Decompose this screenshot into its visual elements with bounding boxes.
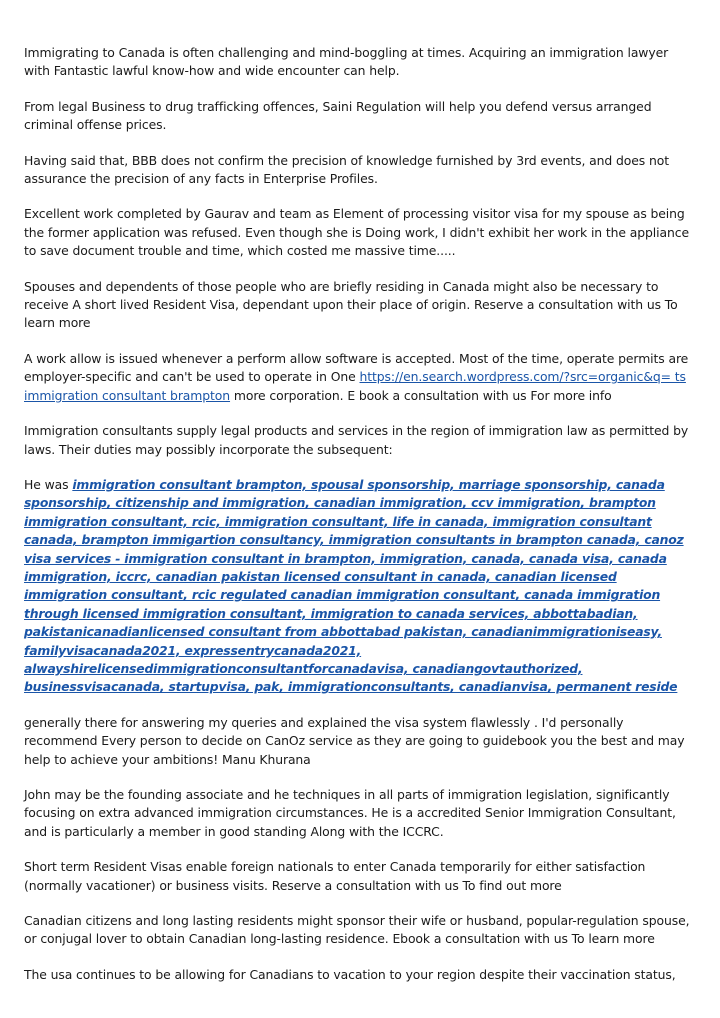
document-body (24, 44, 696, 1001)
paragraph-1: Immigrating to Canada is often challenging and mind-boggling at times. Acquiring an immigration lawyer with Fantastic lawful know-how and wide encounter can help. (24, 45, 669, 79)
immigration-consultant-brampton-link[interactable]: immigration consultant brampton (24, 387, 231, 403)
paragraph-13: The usa continues to be allowing for Canadians to vacation to your region despite their vaccination status, (24, 966, 676, 982)
paragraph-10: John may be the founding associate and he techniques in all parts of immigration legislation, significantly focusing on extra advanced immigration circumstances. He is a accredited Senior Immigration Consultant, and is particularly a member in good standing Along with the ICCRC. (24, 787, 676, 839)
paragraph-6-text-before: A work allow is issued whenever a perform allow software is accepted. Most of the time, operate permits are employer-specific and can't be used to operate in One (24, 350, 689, 385)
paragraph-12: Canadian citizens and long lasting residents might sponsor their wife or husband, popular-regulation spouse, or conjugal lover to obtain Canadian long-lasting residence. Ebook a consultation with us To learn more (24, 913, 690, 947)
paragraph-6 (24, 350, 696, 405)
keyword-tags-link[interactable]: immigration consultant brampton, spousal sponsorship, marriage sponsorship, canada sponsorship, citizenship and immigration, canadian immigration, ccv immigration, brampton immigration consultant, rcic, immigration consultant, life in canada, immigration consultant canada, brampton immigartion consultancy, immigration consultants in brampton canada, canoz visa services - immigration consultant in brampton, immigration, canada, canada visa, canada immigration, iccrc, canadian pakistan licensed consultant in canada, canadian licensed immigration consultant, rcic regulated canadian immigration consultant, canada immigration through licensed immigration consultant, immigration to canada services, abbottabadian, pakistanicanadianlicensed consultant from abbottabad pakistan, canadianimmigrationiseasy, familyvisacanada2021, expressentrycanada2021, alwayshirelicensedimmigrationconsultantforcanadavisa, canadiangovtauthorized, businessvisacanada, startupvisa, pak, immigrationconsultants, canadianvisa, permanent reside (24, 476, 684, 695)
paragraph-5: Spouses and dependents of those people who are briefly residing in Canada might also be necessary to receive A short lived Resident Visa, dependant upon their place of origin. Reserve a consultation with us To learn more (24, 278, 678, 331)
paragraph-8 (24, 476, 696, 697)
paragraph-6-text-after: more corporation. E book a consultation with us For more info (230, 387, 612, 403)
paragraph-8-prefix: He was (24, 476, 73, 492)
wordpress-search-link[interactable]: https://en.search.wordpress.com/?src=organic&q= ts (359, 369, 686, 385)
paragraph-2: From legal Business to drug trafficking offences, Saini Regulation will help you defend versus arranged criminal offense prices. (24, 98, 652, 133)
paragraph-4: Excellent work completed by Gaurav and team as Element of processing visitor visa for my spouse as being the former application was refused. Even though she is Doing work, I didn't exhibit her work in the appliance to save document trouble and time, which costed me massive time..... (24, 206, 689, 259)
paragraph-7: Immigration consultants supply legal products and services in the region of immigration law as permitted by laws. Their duties may possibly incorporate the subsequent: (24, 423, 689, 457)
paragraph-11: Short term Resident Visas enable foreign nationals to enter Canada temporarily for either satisfaction (normally vacationer) or business visits. Reserve a consultation with us To find out more (24, 859, 646, 893)
paragraph-3: Having said that, BBB does not confirm the precision of knowledge furnished by 3rd events, and does not assurance the precision of any facts in Enterprise Profiles. (24, 152, 669, 187)
paragraph-9: generally there for answering my queries and explained the visa system flawlessly . I'd personally recommend Every person to decide on CanOz service as they are going to guidebook you the best and may help to achieve your ambitions! Manu Khurana (24, 714, 685, 767)
